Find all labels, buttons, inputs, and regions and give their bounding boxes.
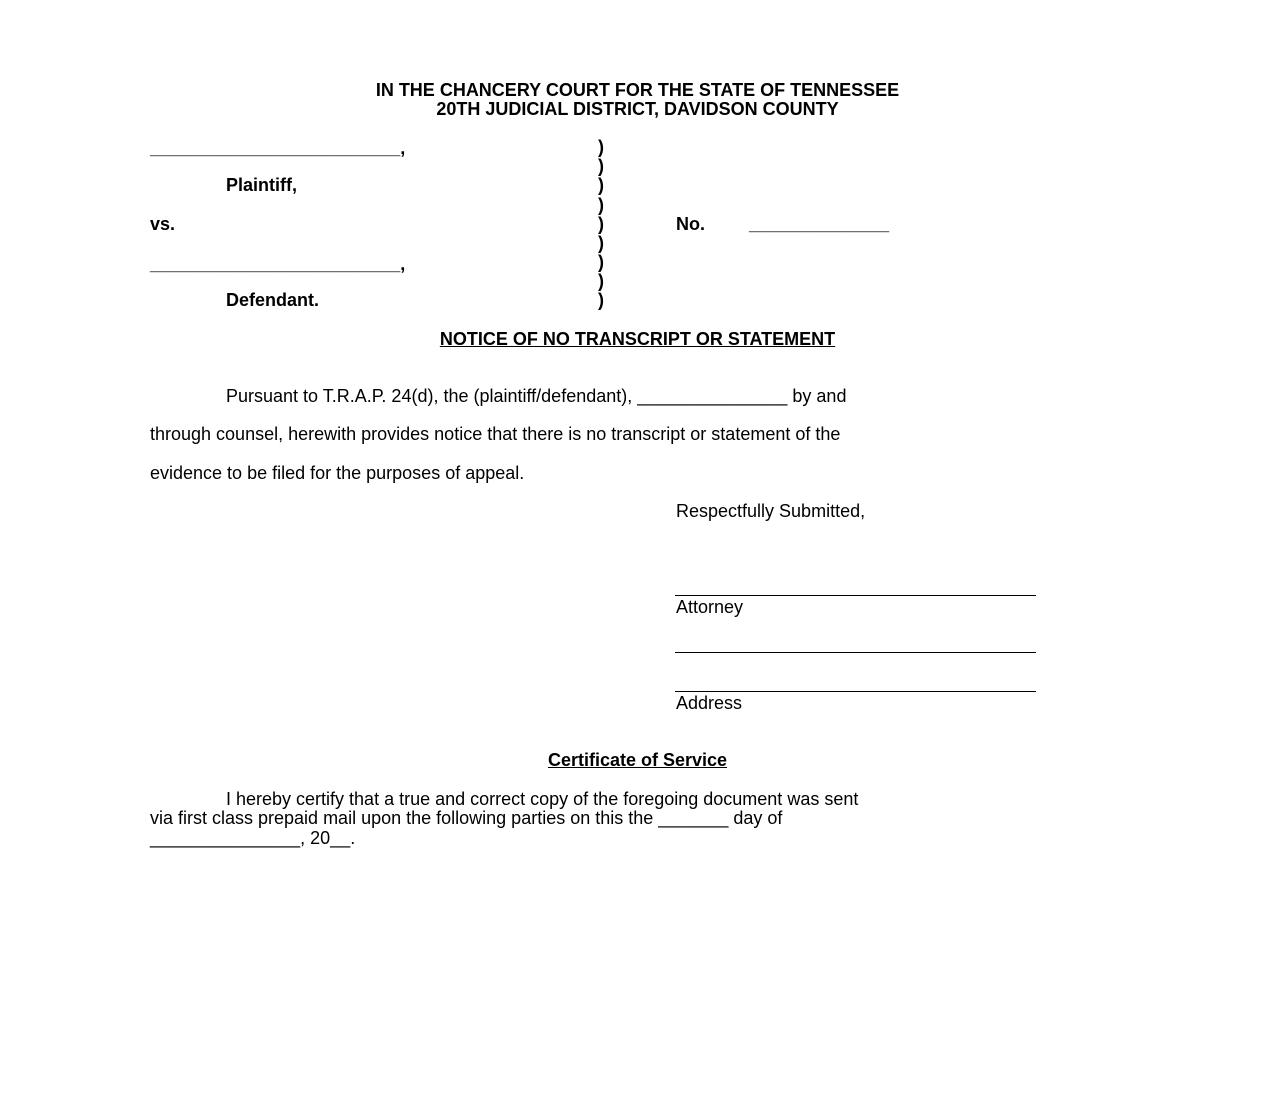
address-line-1 — [675, 652, 1036, 653]
address-label: Address — [676, 693, 743, 713]
notice-paragraph-line: Pursuant to T.R.A.P. 24(d), the (plaintiff/defendant), _______________ by and — [226, 386, 847, 406]
certificate-title: Certificate of Service — [547, 750, 728, 770]
plaintiff-name-blank: _________________________, — [150, 138, 406, 158]
attorney-signature-line — [675, 595, 1036, 596]
attorney-label: Attorney — [676, 597, 744, 617]
caption-paren: ) — [598, 195, 604, 215]
address-line-2 — [675, 691, 1036, 692]
caption-paren: ) — [598, 175, 604, 195]
court-name-line: IN THE CHANCERY COURT FOR THE STATE OF TENNESSEE — [375, 80, 900, 100]
certificate-line: I hereby certify that a true and correct copy of the foregoing document was sent — [226, 789, 859, 809]
versus-label: vs. — [150, 214, 176, 234]
case-number-label: No. — [676, 214, 705, 234]
caption-paren: ) — [598, 252, 604, 272]
certificate-line: _______________, 20__. — [150, 828, 356, 848]
defendant-name-blank: _________________________, — [150, 254, 406, 274]
notice-paragraph-line: evidence to be filed for the purposes of appeal. — [150, 463, 525, 483]
caption-paren: ) — [598, 233, 604, 253]
plaintiff-label: Plaintiff, — [226, 175, 297, 195]
caption-paren: ) — [598, 137, 604, 157]
caption-paren: ) — [598, 290, 604, 310]
respectfully-submitted: Respectfully Submitted, — [676, 501, 866, 521]
defendant-label: Defendant. — [226, 290, 320, 310]
caption-paren: ) — [598, 271, 604, 291]
caption-paren: ) — [598, 156, 604, 176]
court-district-line: 20TH JUDICIAL DISTRICT, DAVIDSON COUNTY — [436, 99, 839, 119]
notice-title: NOTICE OF NO TRANSCRIPT OR STATEMENT — [439, 329, 836, 349]
notice-paragraph-line: through counsel, herewith provides notice that there is no transcript or statement of the — [150, 424, 841, 444]
case-number-blank: ______________ — [749, 214, 890, 234]
caption-paren: ) — [598, 214, 604, 234]
certificate-line: via first class prepaid mail upon the following parties on this the _______ day of — [150, 808, 783, 828]
